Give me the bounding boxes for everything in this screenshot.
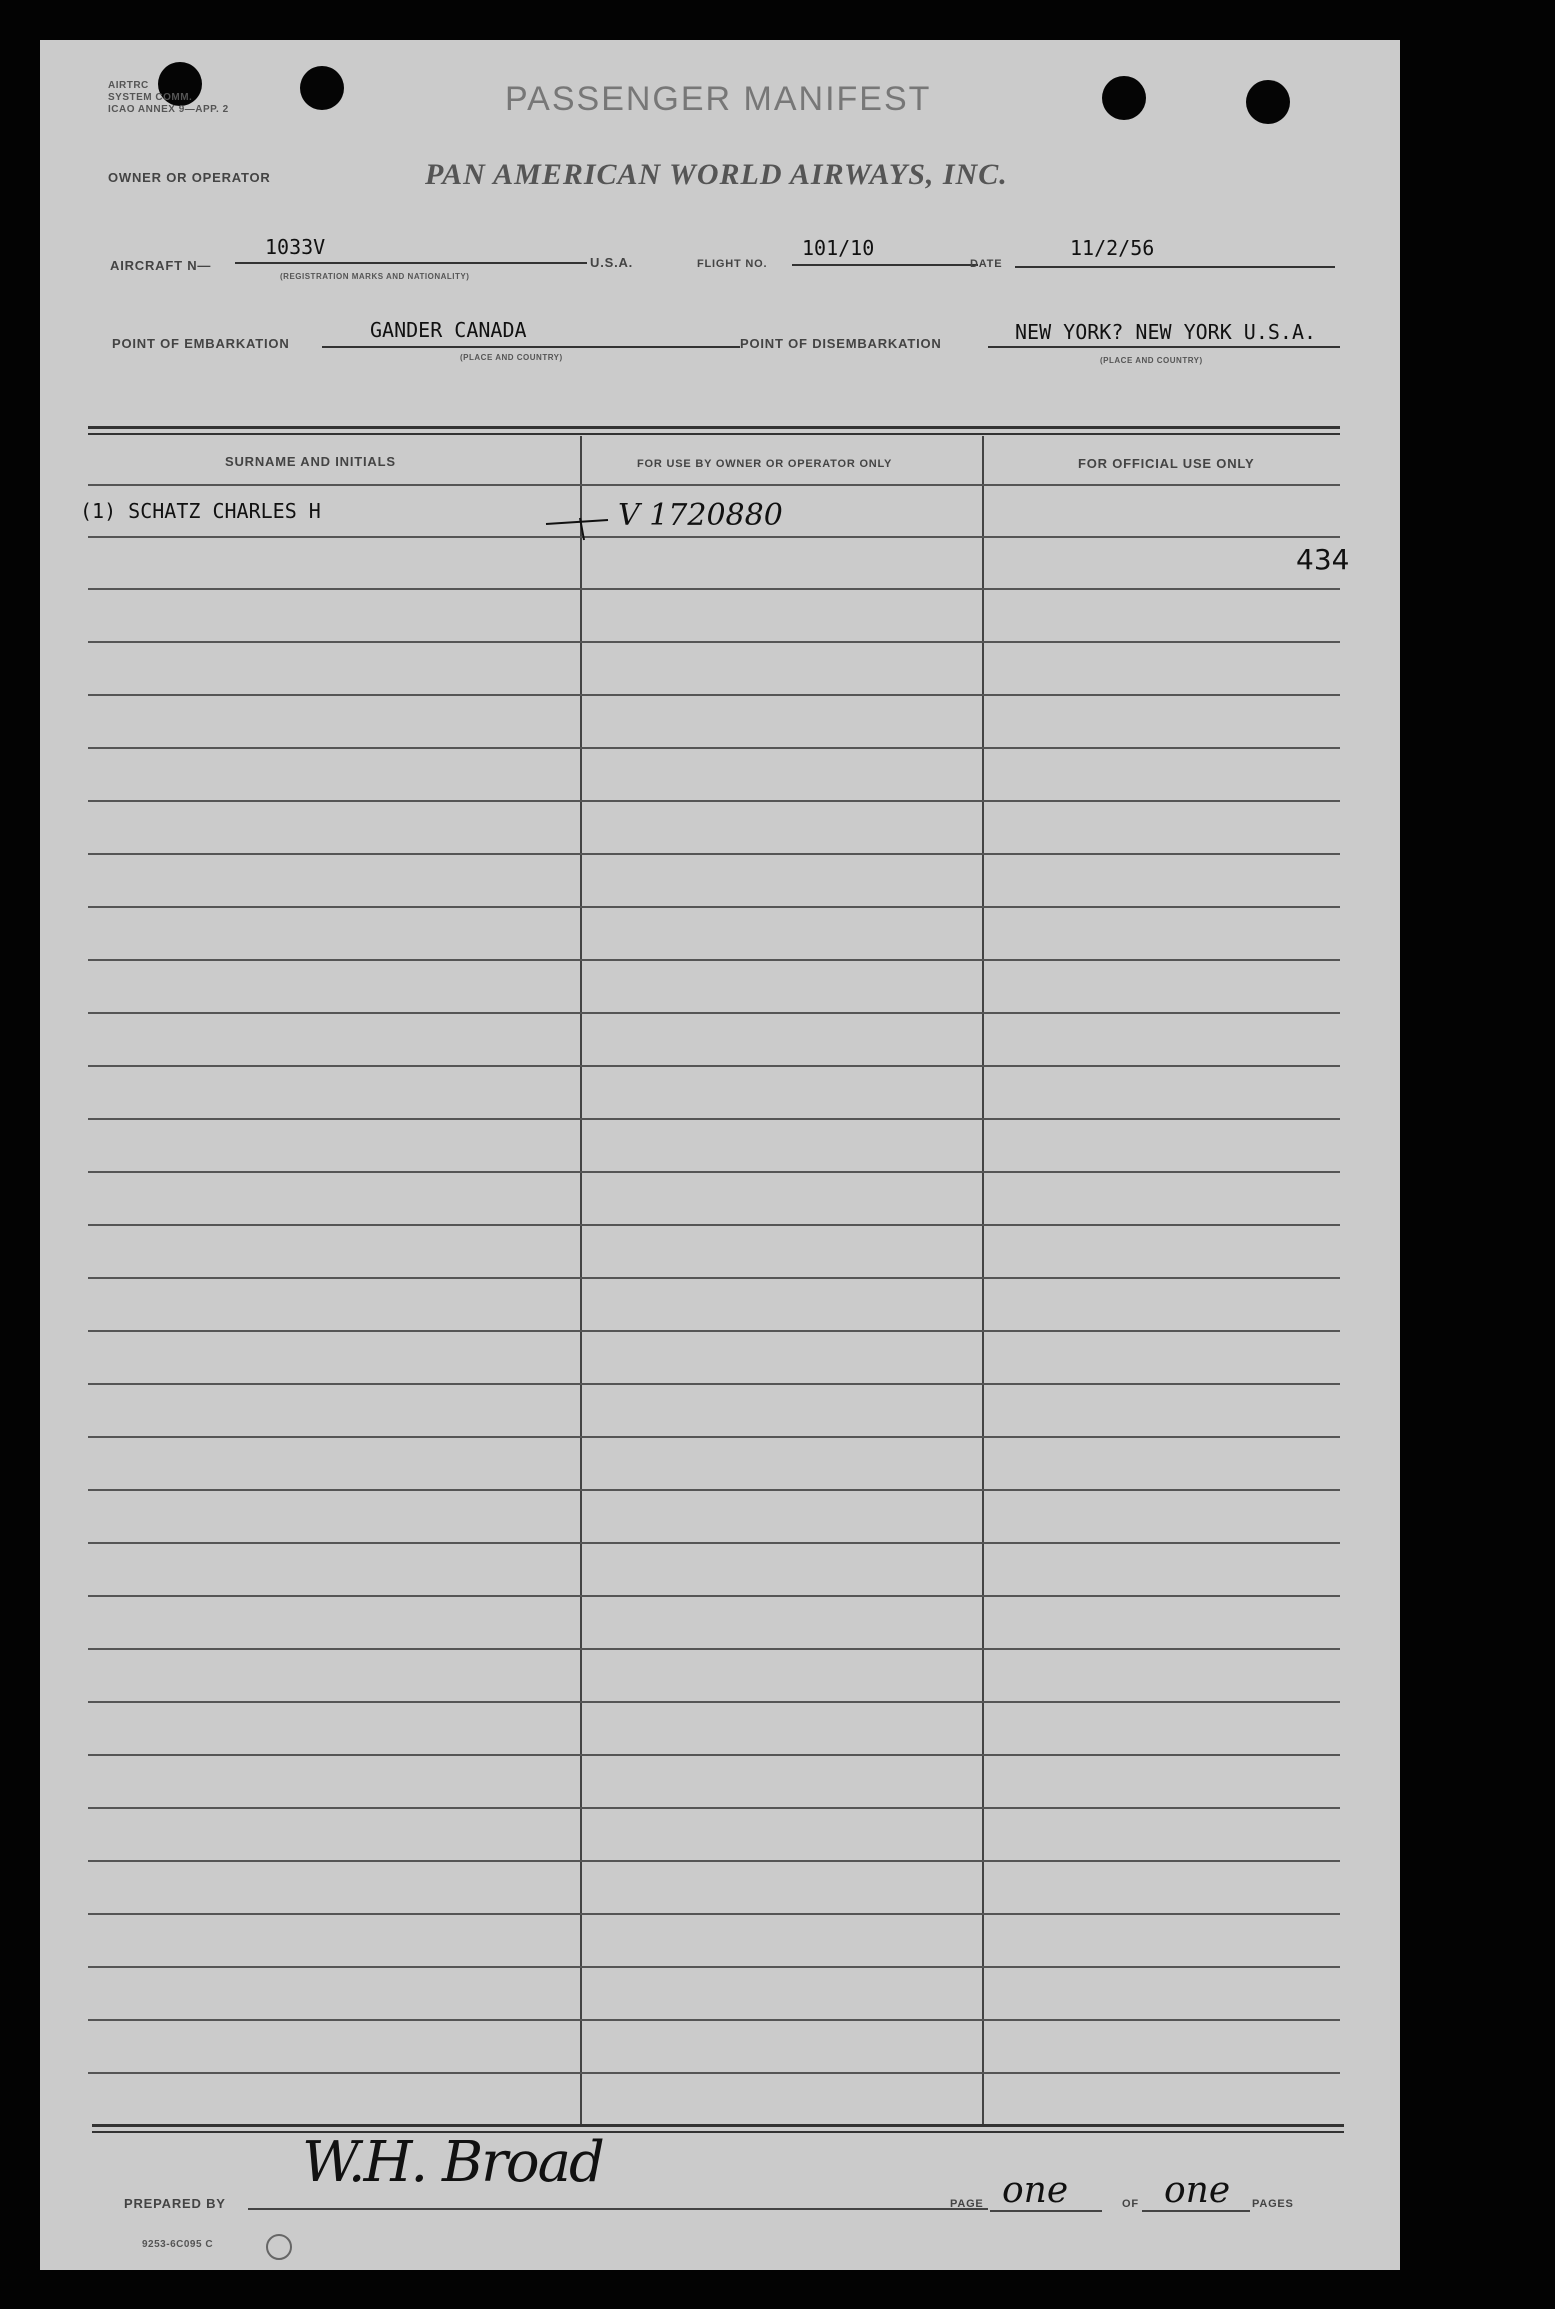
prepared-signature: W.H. Broad <box>302 2130 603 2195</box>
table-bottom-rule-2 <box>92 2131 1344 2133</box>
table-bottom-rule-1 <box>92 2124 1344 2127</box>
prepared-label: PREPARED BY <box>124 2196 226 2211</box>
embark-value: GANDER CANADA <box>370 318 527 342</box>
passenger-name: (1) SCHATZ CHARLES H <box>80 499 321 523</box>
disembark-label: POINT OF DISEMBARKATION <box>740 336 942 351</box>
form-ref-line3: ICAO ANNEX 9—APP. 2 <box>108 104 229 115</box>
embark-label: POINT OF EMBARKATION <box>112 336 290 351</box>
column-header-name: SURNAME AND INITIALS <box>225 454 396 469</box>
column-header-operator: FOR USE BY OWNER OR OPERATOR ONLY <box>637 458 893 470</box>
disembark-underline <box>988 346 1340 348</box>
aircraft-label: AIRCRAFT N— <box>110 258 212 273</box>
aircraft-underline <box>235 262 587 264</box>
page-label: PAGE <box>950 2198 984 2210</box>
table-top-rule-2 <box>88 433 1340 435</box>
prepared-underline <box>248 2208 988 2210</box>
union-seal-icon <box>266 2234 292 2260</box>
operator-note: V 1720880 <box>618 498 783 533</box>
page-title: PASSENGER MANIFEST <box>505 80 932 118</box>
punch-hole-4 <box>1246 80 1290 124</box>
of-value: one <box>1164 2170 1231 2211</box>
column-divider-2 <box>982 436 984 2126</box>
aircraft-value: 1033V <box>265 235 326 259</box>
form-ref-line2: SYSTEM COMM. <box>108 92 193 103</box>
column-header-official: FOR OFFICIAL USE ONLY <box>1078 456 1255 471</box>
date-underline <box>1015 266 1335 268</box>
manifest-page <box>40 40 1400 2270</box>
check-mark-icon <box>544 498 614 542</box>
page-value: one <box>1002 2170 1069 2211</box>
date-value: 11/2/56 <box>1070 236 1155 260</box>
official-number: 434 <box>1296 543 1350 576</box>
pages-label: PAGES <box>1252 2198 1294 2210</box>
form-ref-line1: AIRTRC <box>108 80 149 91</box>
table-top-rule-1 <box>88 426 1340 429</box>
operator-name: PAN AMERICAN WORLD AIRWAYS, INC. <box>425 158 1008 191</box>
embark-underline <box>322 346 740 348</box>
punch-hole-3 <box>1102 76 1146 120</box>
aircraft-sublabel: (REGISTRATION MARKS AND NATIONALITY) <box>280 272 470 281</box>
punch-hole-2 <box>300 66 344 110</box>
flight-value: 101/10 <box>802 236 875 260</box>
date-label: DATE <box>970 258 1003 270</box>
owner-label: OWNER OR OPERATOR <box>108 170 271 185</box>
usa-label: U.S.A. <box>590 255 634 270</box>
embark-sublabel: (PLACE AND COUNTRY) <box>460 353 563 362</box>
disembark-sublabel: (PLACE AND COUNTRY) <box>1100 356 1203 365</box>
of-label: OF <box>1122 2198 1139 2210</box>
column-divider-1 <box>580 436 582 2126</box>
form-number: 9253-6C095 C <box>142 2239 214 2250</box>
flight-underline <box>792 264 978 266</box>
flight-label: FLIGHT NO. <box>697 258 768 270</box>
disembark-value: NEW YORK? NEW YORK U.S.A. <box>1015 320 1317 344</box>
